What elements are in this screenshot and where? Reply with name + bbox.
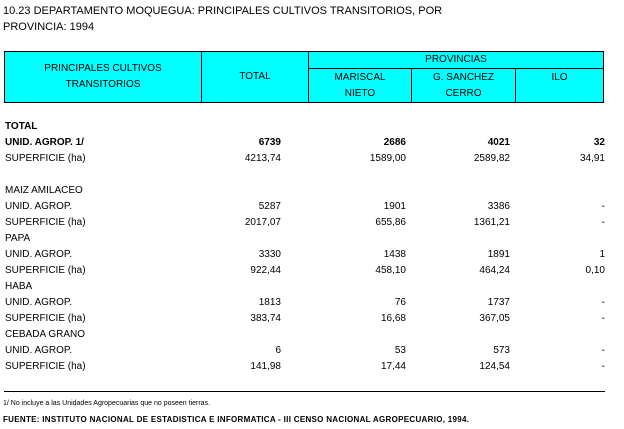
- cell-ilo: -: [601, 313, 605, 324]
- cell-total: 141,98: [250, 361, 281, 372]
- header-province-ilo: ILO: [515, 68, 604, 103]
- cell-ilo: 34,91: [579, 153, 605, 164]
- header-province-sanchez-cerro: G. SANCHEZ CERRO: [411, 68, 516, 103]
- table-header: [4, 51, 604, 103]
- row-label: MAIZ AMILACEO: [5, 185, 83, 196]
- cell-sanchez-cerro: 124,54: [479, 361, 510, 372]
- total-heading-row: [0, 119, 624, 135]
- cell-total: 383,74: [250, 313, 281, 324]
- row-label: HABA: [5, 281, 33, 292]
- table-row: [0, 295, 624, 311]
- table-row: [0, 167, 624, 183]
- table-row: [0, 343, 624, 359]
- table-row: [0, 199, 624, 215]
- cell-mariscal-nieto: 1589,00: [369, 153, 406, 164]
- cell-sanchez-cerro: 3386: [487, 201, 510, 212]
- cell-sanchez-cerro: 1891: [487, 249, 510, 260]
- table-body: [0, 119, 624, 375]
- table-row: [0, 247, 624, 263]
- cell-sanchez-cerro: 464,24: [479, 265, 510, 276]
- cell-total: 6739: [258, 137, 281, 148]
- cell-ilo: 1: [599, 249, 605, 260]
- cell-sanchez-cerro: 4021: [487, 137, 510, 148]
- table-row: [0, 359, 624, 375]
- header-crops: PRINCIPALES CULTIVOS TRANSITORIOS: [4, 51, 202, 103]
- cell-mariscal-nieto: 458,10: [375, 265, 406, 276]
- table-row: [0, 311, 624, 327]
- header-provincias: PROVINCIAS: [308, 51, 604, 69]
- cell-total: 6: [275, 345, 281, 356]
- cell-sanchez-cerro: 367,05: [479, 313, 510, 324]
- table-title: [3, 3, 442, 35]
- cell-total: 5287: [258, 201, 281, 212]
- cell-mariscal-nieto: 16,68: [380, 313, 406, 324]
- row-label: UNID. AGROP.: [5, 297, 73, 308]
- row-label: CEBADA GRANO: [5, 329, 86, 340]
- row-label: SUPERFICIE (ha): [5, 361, 86, 372]
- cell-mariscal-nieto: 655,86: [375, 217, 406, 228]
- cell-mariscal-nieto: 53: [394, 345, 406, 356]
- cell-sanchez-cerro: 573: [493, 345, 510, 356]
- cell-mariscal-nieto: 17,44: [380, 361, 406, 372]
- header-total: TOTAL: [201, 51, 309, 103]
- table-row: [0, 151, 624, 167]
- cell-ilo: 32: [593, 137, 605, 148]
- cell-sanchez-cerro: 1361,21: [473, 217, 510, 228]
- footer-divider: [4, 391, 605, 392]
- cell-total: 4213,74: [244, 153, 281, 164]
- row-label: TOTAL: [5, 121, 38, 132]
- table-row: [0, 263, 624, 279]
- cell-total: 3330: [258, 249, 281, 260]
- cell-mariscal-nieto: 2686: [383, 137, 406, 148]
- row-label: UNID. AGROP.: [5, 201, 73, 212]
- row-label: UNID. AGROP.: [5, 345, 73, 356]
- cell-sanchez-cerro: 2589,82: [473, 153, 510, 164]
- cell-mariscal-nieto: 1438: [383, 249, 406, 260]
- source-note: FUENTE: INSTITUTO NACIONAL DE ESTADISTICA E INFORMATICA - III CENSO NACIONAL AGROPECUARIO, 1994.: [3, 415, 470, 424]
- row-label: SUPERFICIE (ha): [5, 217, 86, 228]
- row-label: PAPA: [5, 233, 31, 244]
- crop-group-row: [0, 183, 624, 199]
- cell-ilo: -: [601, 297, 605, 308]
- cell-total: 922,44: [250, 265, 281, 276]
- cell-total: 1813: [258, 297, 281, 308]
- row-label: SUPERFICIE (ha): [5, 153, 86, 164]
- cell-ilo: -: [601, 217, 605, 228]
- cell-mariscal-nieto: 1901: [383, 201, 406, 212]
- row-label: UNID. AGROP. 1/: [5, 137, 84, 148]
- header-province-mariscal-nieto: MARISCAL NIETO: [308, 68, 412, 103]
- cell-total: 2017,07: [244, 217, 281, 228]
- cell-ilo: 0,10: [585, 265, 605, 276]
- crop-group-row: [0, 231, 624, 247]
- row-label: UNID. AGROP.: [5, 249, 73, 260]
- footnote: 1/ No incluye a las Unidades Agropecuarias que no poseen tierras.: [3, 400, 211, 407]
- row-label: SUPERFICIE (ha): [5, 313, 86, 324]
- table-title-line-1: 10.23 DEPARTAMENTO MOQUEGUA: PRINCIPALES CULTIVOS TRANSITORIOS, POR: [3, 5, 443, 17]
- table-row: [0, 215, 624, 231]
- cell-mariscal-nieto: 76: [394, 297, 406, 308]
- row-label: SUPERFICIE (ha): [5, 265, 86, 276]
- table-row: [0, 135, 624, 151]
- cell-ilo: -: [601, 201, 605, 212]
- crop-group-row: [0, 327, 624, 343]
- cell-ilo: -: [601, 361, 605, 372]
- table-title-line-2: PROVINCIA: 1994: [3, 21, 95, 33]
- cell-ilo: -: [601, 345, 605, 356]
- cell-sanchez-cerro: 1737: [487, 297, 510, 308]
- crop-group-row: [0, 279, 624, 295]
